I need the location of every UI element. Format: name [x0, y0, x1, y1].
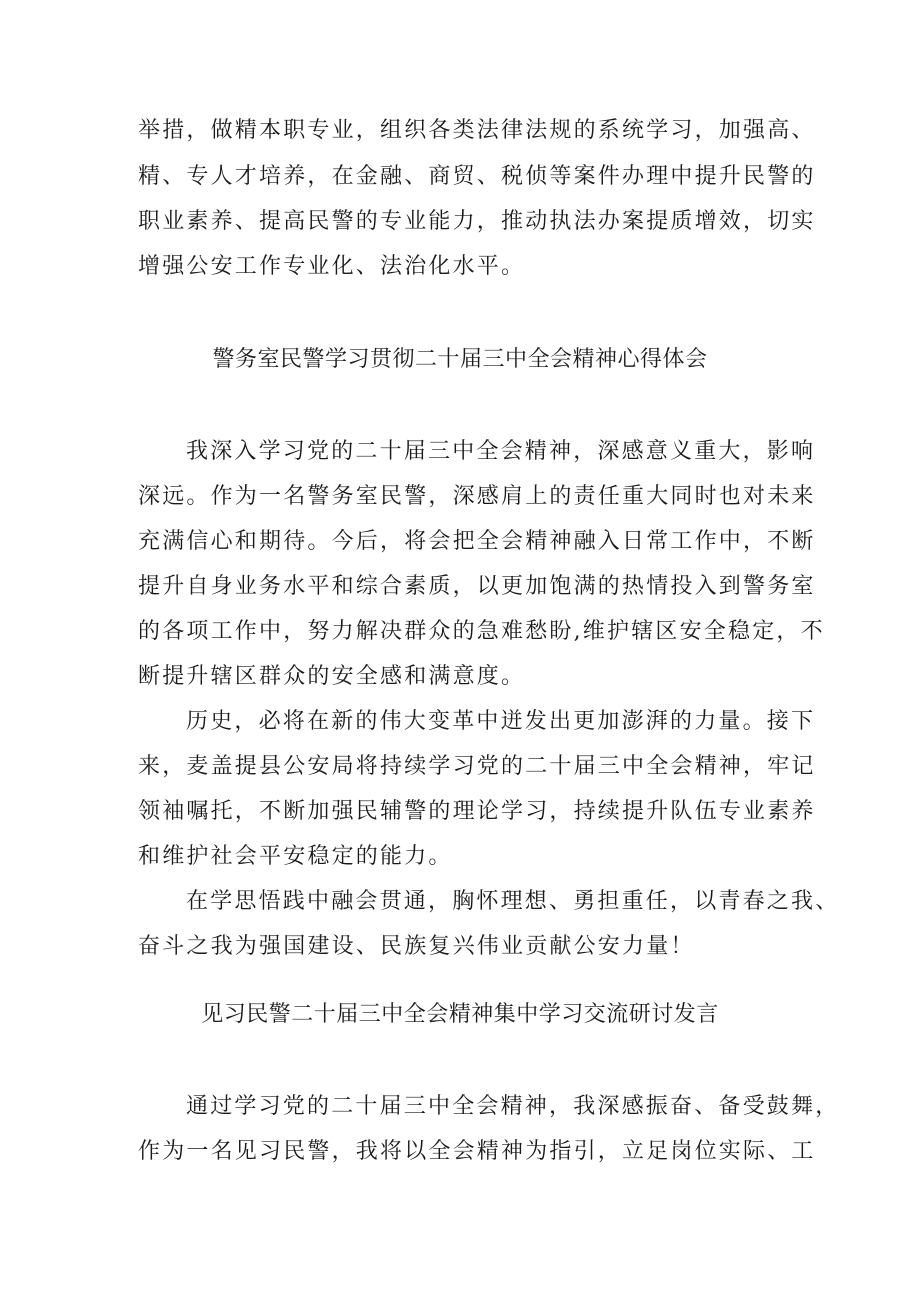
paragraph-line: 领袖嘱托，不断加强民辅警的理论学习，持续提升队伍专业素养 [138, 799, 816, 824]
paragraph-line: 通过学习党的二十届三中全会精神，我深感振奋、备受鼓舞， [186, 1094, 840, 1119]
paragraph-line: 作为一名见习民警，我将以全会精神为指引，立足岗位实际、工 [138, 1139, 816, 1164]
paragraph-line: 在学思悟践中融会贯通，胸怀理想、勇担重任，以青春之我、 [186, 889, 840, 914]
paragraph-line: 职业素养、提高民警的专业能力，推动执法办案提质增效，切实 [138, 209, 816, 234]
paragraph-line: 我深入学习党的二十届三中全会精神，深感意义重大，影响 [186, 439, 816, 464]
paragraph-line: 深远。作为一名警务室民警，深感肩上的责任重大同时也对未来 [138, 484, 816, 509]
paragraph-line: 充满信心和期待。今后，将会把全会精神融入日常工作中，不断 [138, 529, 816, 554]
paragraph-line: 和维护社会平安稳定的能力。 [138, 844, 453, 869]
paragraph-line: 举措，做精本职专业，组织各类法律法规的系统学习，加强高、 [138, 118, 816, 143]
paragraph-line: 历史，必将在新的伟大变革中迸发出更加澎湃的力量。接下 [186, 709, 816, 734]
paragraph-line: 精、专人才培养，在金融、商贸、税侦等案件办理中提升民警的 [138, 164, 816, 189]
section-heading: 警务室民警学习贯彻二十届三中全会精神心得体会 [212, 347, 708, 372]
paragraph-line: 断提升辖区群众的安全感和满意度。 [138, 664, 526, 689]
section-heading: 见习民警二十届三中全会精神集中学习交流研讨发言 [201, 1002, 719, 1027]
paragraph-line: 来，麦盖提县公安局将持续学习党的二十届三中全会精神，牢记 [138, 754, 816, 779]
paragraph-line: 的各项工作中，努力解决群众的急难愁盼,维护辖区安全稳定，不 [138, 619, 825, 644]
paragraph-line: 提升自身业务水平和综合素质，以更加饱满的热情投入到警务室 [138, 574, 816, 599]
paragraph-line: 奋斗之我为强国建设、民族复兴伟业贡献公安力量！ [138, 934, 695, 959]
paragraph-line: 增强公安工作专业化、法治化水平。 [138, 254, 526, 279]
